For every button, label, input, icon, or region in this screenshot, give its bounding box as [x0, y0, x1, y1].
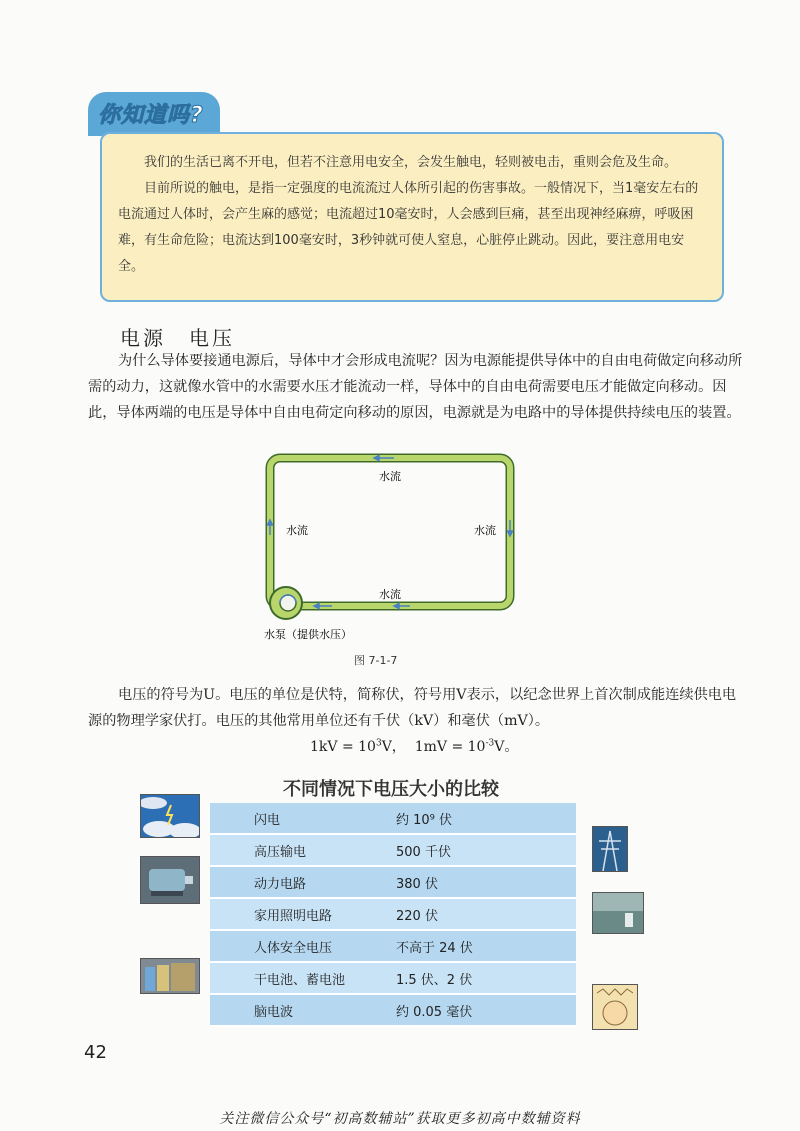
section-paragraph-2: 电压的符号为U。电压的单位是伏特，简称伏，符号用V表示，以纪念世界上首次制成能连续供电电源的物理学家伏打。电压的其他常用单位还有千伏（kV）和毫伏（mV）。	[88, 687, 737, 729]
row-value: 1.5 伏、2 伏	[396, 972, 473, 988]
brain-waves-image	[592, 984, 638, 1030]
label-left: 水流	[286, 524, 308, 537]
table-row	[210, 899, 576, 931]
figure-caption: 图 7-1-7	[354, 654, 398, 667]
table-row	[210, 835, 576, 867]
row-name: 高压输电	[254, 844, 307, 860]
row-name: 闪电	[254, 812, 281, 828]
formula-mv-exp: -3	[485, 738, 495, 749]
voltage-table	[210, 803, 576, 1027]
formula-kv: 1kV = 10	[310, 739, 376, 755]
household-outlet-image	[592, 892, 644, 934]
footer-note: 关注微信公众号“初高数辅站”获取更多初高中数辅资料	[219, 1111, 581, 1127]
row-value: 约 0.05 毫伏	[396, 1004, 473, 1020]
formula-mv: 1mV = 10	[414, 739, 486, 755]
row-value: 380 伏	[396, 876, 438, 892]
table-title: 不同情况下电压大小的比较	[283, 779, 499, 800]
label-top: 水流	[379, 470, 401, 483]
row-name: 动力电路	[254, 876, 307, 892]
label-pump: 水泵（提供水压）	[264, 628, 352, 641]
lightning-image	[140, 794, 200, 838]
water-pump-icon	[270, 587, 302, 619]
row-value: 220 伏	[396, 908, 438, 924]
table-row	[210, 963, 576, 995]
did-you-know-title: 你知道吗?	[98, 103, 204, 128]
table-row	[210, 995, 576, 1027]
did-you-know-paragraph-1: 我们的生活已离不开电，但若不注意用电安全，会发生触电，轻则被电击，重则会危及生命。	[144, 155, 678, 170]
formula-kv-unit: V，	[381, 739, 406, 755]
table-row	[210, 931, 576, 963]
formula-kv-exp: 3	[375, 738, 382, 749]
row-value: 约 10⁹ 伏	[396, 812, 453, 828]
row-name: 干电池、蓄电池	[254, 972, 346, 988]
unit-formula	[310, 736, 518, 756]
row-name: 人体安全电压	[254, 940, 333, 956]
row-name: 脑电波	[254, 1004, 294, 1020]
row-name: 家用照明电路	[254, 908, 333, 924]
table-row	[210, 867, 576, 899]
row-value: 500 千伏	[396, 844, 451, 860]
row-value: 不高于 24 伏	[396, 940, 473, 956]
section-paragraph-1: 为什么导体要接通电源后，导体中才会形成电流呢？因为电源能提供导体中的自由电荷做定向移动所需的动力，这就像水管中的水需要水压才能流动一样，导体中的自由电荷需要电压才能做定向移动。因此，导体两端的电压是导体中自由电荷定向移动的原因，电源就是为电路中的导体提供持续电压的装置。	[88, 353, 743, 421]
section-title: 电源 电压	[120, 326, 235, 350]
formula-mv-unit: V。	[494, 739, 519, 755]
label-bottom: 水流	[379, 588, 401, 601]
electric-motor-image	[140, 856, 200, 904]
power-tower-image	[592, 826, 628, 872]
batteries-image	[140, 958, 200, 994]
water-circuit-diagram	[258, 450, 528, 650]
did-you-know-paragraph-2: 目前所说的触电，是指一定强度的电流流过人体所引起的伤害事故。一般情况下，当1毫安左右的电流通过人体时，会产生麻的感觉；电流超过10毫安时，人会感到巨痛，甚至出现神经麻痹，呼吸困难，有生命危险；电流达到100毫安时，3秒钟就可使人窒息，心脏停止跳动。因此，要注意用电安全。	[118, 181, 699, 274]
table-row	[210, 803, 576, 835]
label-right: 水流	[474, 524, 496, 537]
page-number: 42	[84, 1042, 107, 1063]
